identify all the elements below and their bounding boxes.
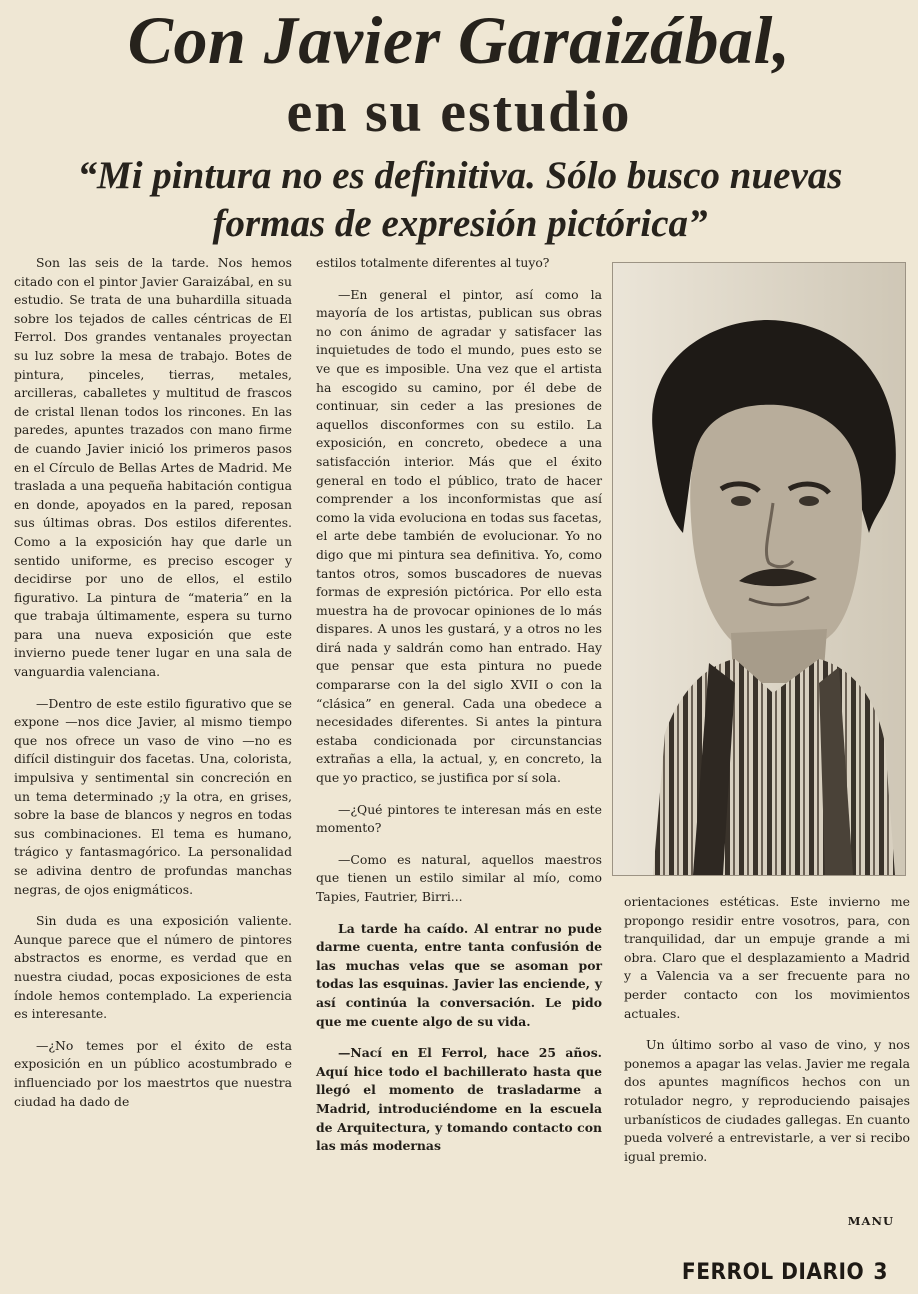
article-column-3	[624, 893, 910, 1179]
paragraph: La tarde ha caído. Al entrar no pude darme cuenta, entre tanta confusión de las muchas velas que se asoman por todas las esquinas. Javier las enciende, y así continúa la conversación. Le pido que me cuente algo de su vida.	[316, 920, 602, 1029]
page-footer	[682, 1260, 888, 1285]
portrait-photo	[612, 262, 906, 876]
article-column-2	[316, 254, 602, 1169]
paragraph: —Nací en El Ferrol, hace 25 años. Aquí hice todo el bachillerato hasta que llegó el momento de trasladarme a Madrid, introduciéndome en la escuela de Arquitectura, y tomando contacto con las más modernas	[316, 1045, 602, 1154]
portrait-illustration	[613, 263, 905, 875]
publication-name: FERROL DIARIO	[681, 1260, 865, 1285]
paragraph: —En general el pintor, así como la mayoría de los artistas, publican sus obras no con ánimo de agradar y satisfacer las inquietudes de todo el mundo, pues esto se ve que es imposible. Una vez que el artista ha escogido su camino, por él debe de continuar, sin ceder a las presiones de aquellos disconformes con su estilo. La exposición, en concreto, obedece a una satisfacción interior. Más que el éxito general en todo el público, trato de hacer comprender a los inconformistas que así como la vida evoluciona en todas sus facetas, el arte debe también de evolucionar. Yo no digo que mi pintura sea definitiva. Yo, como tantos otros, somos buscadores de nuevas formas de expresión pictórica. Por ello esta muestra ha de provocar opiniones de lo más dispares. A unos les gustará, y a otros no les dirá nada y saldrán como han entrado. Hay que pensar que esta pintura no puede compararse con la del siglo XVII o con la “clásica” en general. Cada una obedece a necesidades diferentes. Si antes la pintura estaba condicionada por circunstancias extrañas a ella, la actual, y, en concreto, la que yo practico, se justifica por sí sola.	[316, 286, 602, 786]
paragraph: estilos totalmente diferentes al tuyo?	[316, 255, 550, 270]
paragraph: orientaciones estéticas. Este invierno me propongo residir entre vosotros, para, con tranquilidad, dar un empuje grande a mi obra. Claro que el desplazamiento a Madrid y a Valencia va a ser frecuente para no perder contacto con los movimientos actuales.	[624, 894, 910, 1021]
paragraph: —¿Qué pintores te interesan más en este momento?	[316, 801, 602, 836]
headline-title: Con Javier Garaizábal,	[127, 2, 791, 78]
author-signature: MANU	[847, 1214, 894, 1228]
paragraph: —Dentro de este estilo figurativo que se expone —nos dice Javier, al mismo tiempo que nos ofrece un vaso de vino —no es difícil distinguir dos facetas. Una, colorista, impulsiva y sentimental sin concreción en un tema determinado ;y la otra, en grises, sobre la base de blancos y negros en todas sus combinaciones. El tema es humano, trágico y fantasmagórico. La personalidad se adivina dentro de profundas manchas negras, de ojos enigmáticos.	[14, 695, 292, 897]
paragraph: —¿No temes por el éxito de esta exposición en un público acostumbrado e influenciado por los maestrtos que nuestra ciudad ha dado de	[14, 1037, 292, 1109]
headline-subtitle: en su estudio	[286, 79, 632, 144]
page-number: 3	[873, 1260, 888, 1285]
paragraph: Un último sorbo al vaso de vino, y nos ponemos a apagar las velas. Javier me regala dos apuntes magníficos hechos con un rotulador negro, y reproduciendo paisajes urbanísticos de ciudades gallegas. En cuanto pueda volveré a entrevistarle, a ver si recibo igual premio.	[624, 1037, 910, 1164]
pull-quote: “Mi pintura no es definitiva. Sólo busco nuevas formas de expresión pictórica”	[77, 154, 843, 245]
paragraph: Son las seis de la tarde. Nos hemos citado con el pintor Javier Garaizábal, en su estudio. Se trata de una buhardilla situada sobre los tejados de calles céntricas de El Ferrol. Dos grandes ventanales proyectan su luz sobre la mesa de trabajo. Botes de pintura, pinceles, tierras, metales, arcilleras, caballetes y multitud de frascos de cristal llenan todos los rincones. En las paredes, apuntes trazados con mano firme de cuando Javier inició los primeros pasos en el Círculo de Bellas Artes de Madrid. Me traslada a una pequeña habitación contigua en donde, apoyados en la pared, reposan sus últimas obras. Dos estilos diferentes. Como a la exposición hay que darle un sentido uniforme, es preciso escoger y decidirse por uno de ellos, el estilo figurativo. La pintura de “materia” en la que trabaja últimamente, espera su turno para una nueva exposición que este invierno puede tener lugar en una sala de vanguardia valenciana.	[14, 255, 292, 680]
article-column-1	[14, 254, 292, 1124]
paragraph: —Como es natural, aquellos maestros que tienen un estilo similar al mío, como Tapies, Fautrier, Birri...	[316, 851, 602, 904]
paragraph: Sin duda es una exposición valiente. Aunque parece que el número de pintores abstractos es enorme, es verdad que en nuestra ciudad, pocas exposiciones de esta índole hemos contemplado. La experiencia es interesante.	[14, 913, 292, 1022]
